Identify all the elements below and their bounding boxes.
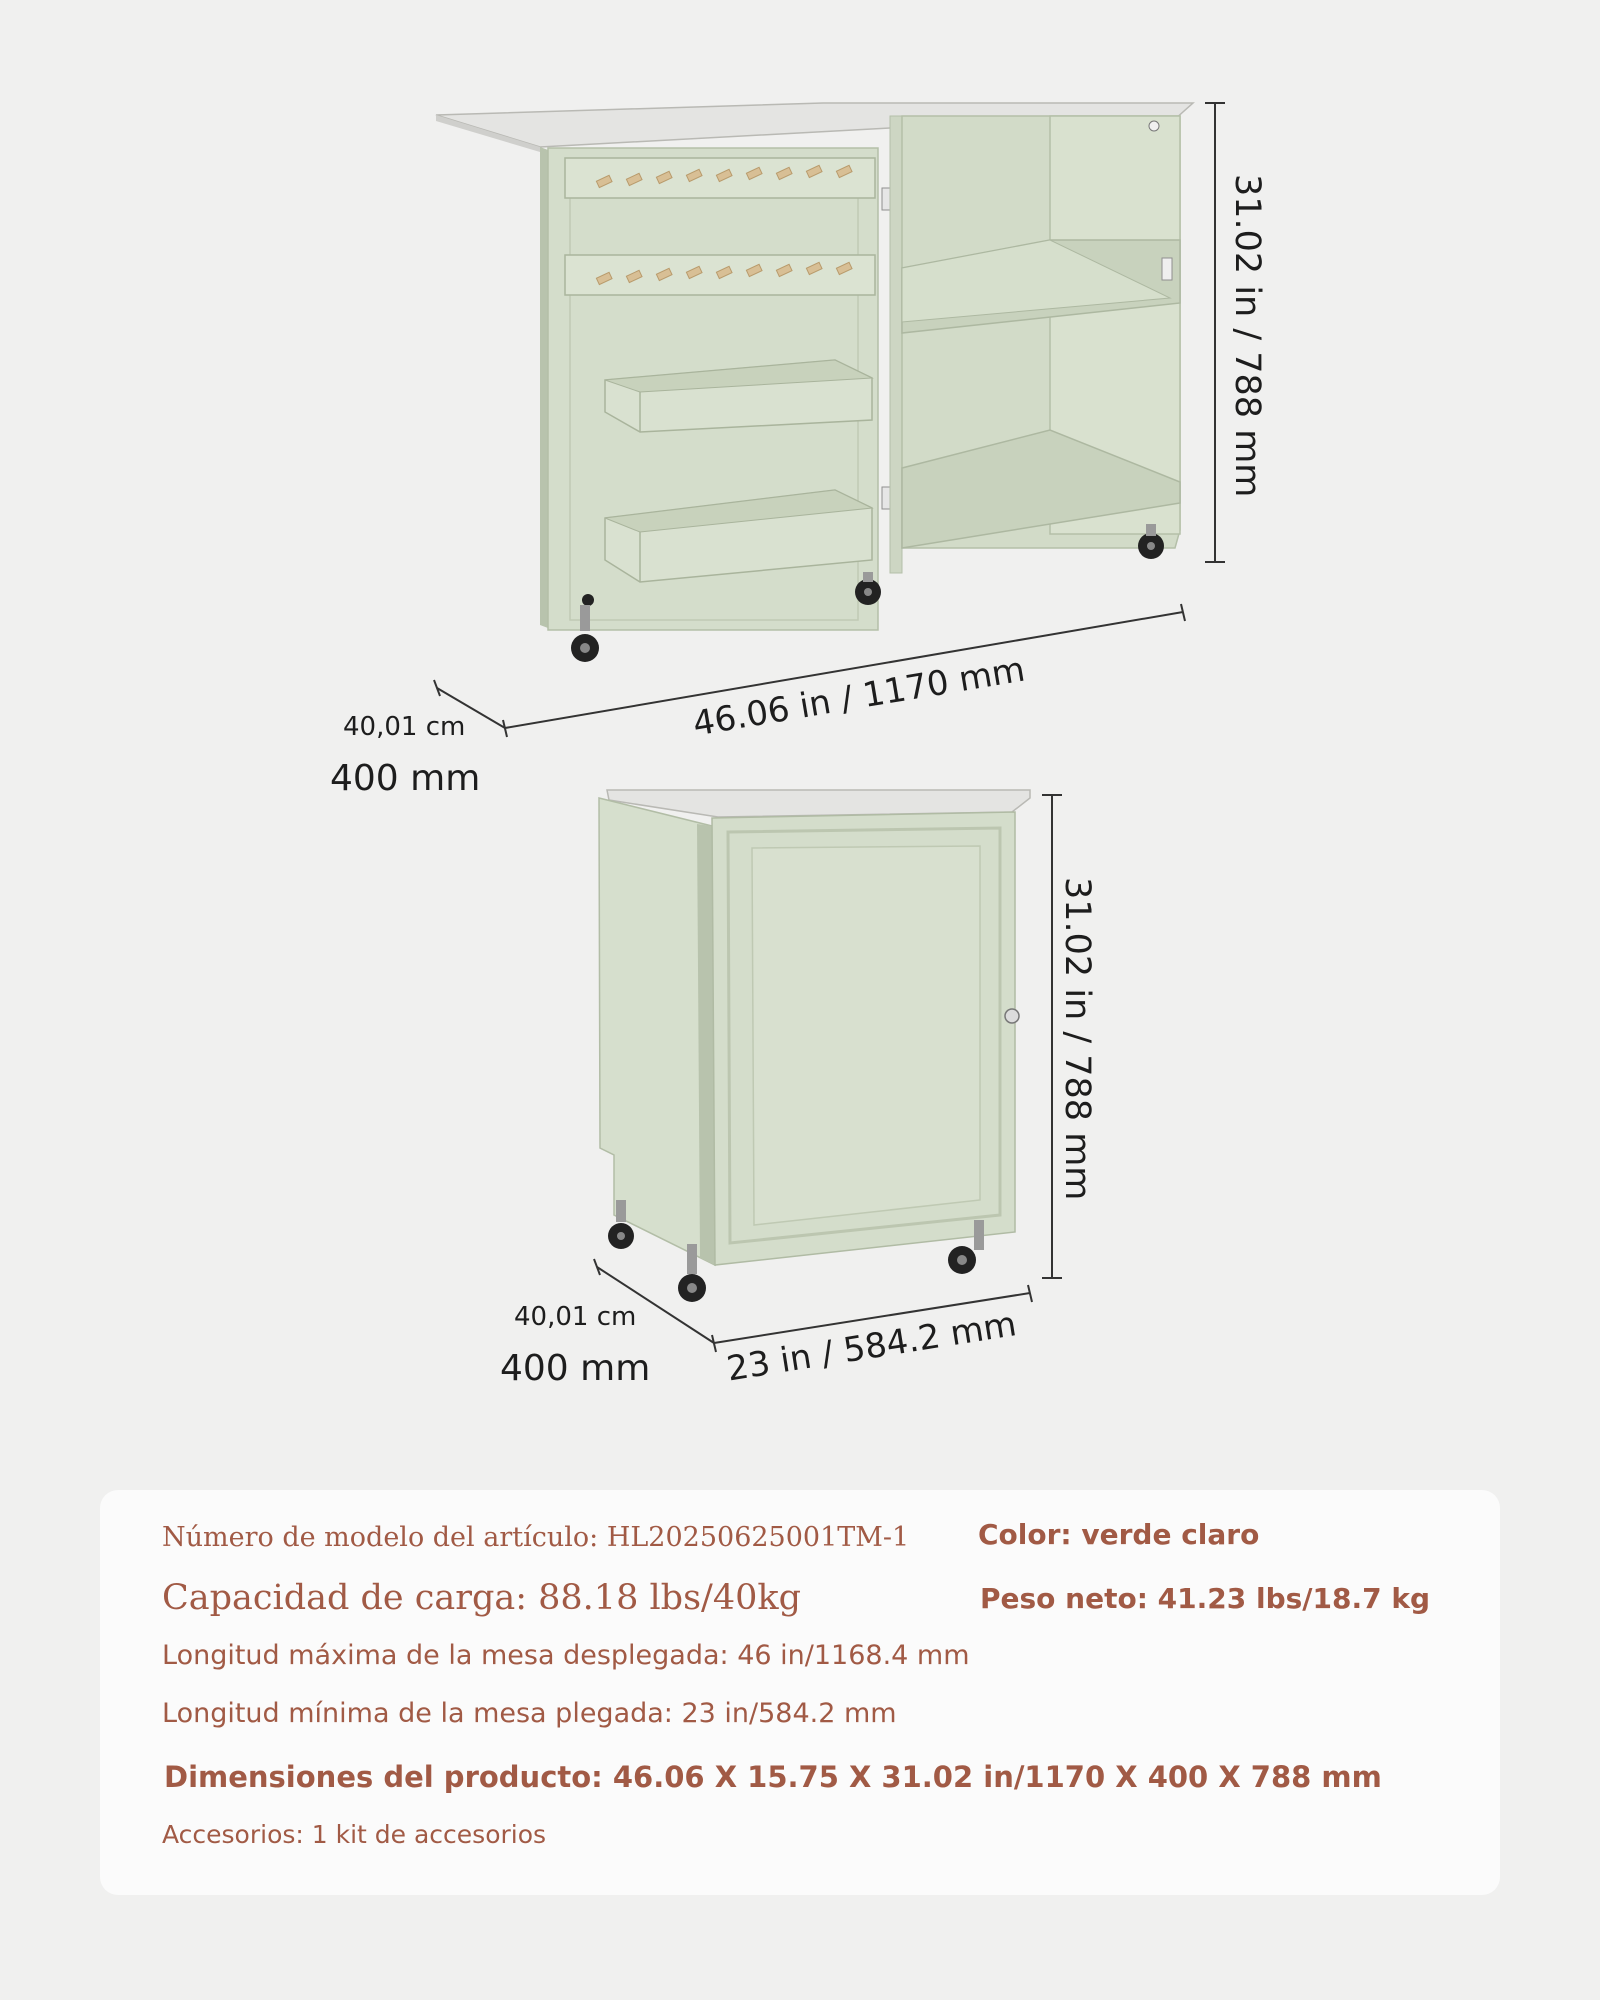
max-length: Longitud máxima de la mesa desplegada: 46 in/1168.4 mm xyxy=(162,1640,970,1671)
accessories: Accesorios: 1 kit de accesorios xyxy=(162,1820,547,1849)
specifications-panel xyxy=(100,1490,1500,1895)
folded-depth-mm-label: 400 mm xyxy=(500,1348,651,1389)
unfolded-height-label: 31.02 in / 788 mm xyxy=(1227,174,1267,498)
folded-cabinet xyxy=(599,790,1030,1302)
min-length: Longitud mínima de la mesa plegada: 23 in/584.2 mm xyxy=(162,1698,897,1729)
unfolded-length-label: 46.06 in / 1170 mm xyxy=(690,649,1028,745)
product-dimensions: Dimensiones del producto: 46.06 X 15.75 X 31.02 in/1170 X 400 X 788 mm xyxy=(164,1760,1382,1794)
net-weight: Peso neto: 41.23 lbs/18.7 kg xyxy=(980,1582,1430,1615)
unfolded-depth-cm-label: 40,01 cm xyxy=(343,712,466,742)
color-spec: Color: verde claro xyxy=(978,1518,1260,1551)
folded-height-label: 31.02 in / 788 mm xyxy=(1057,877,1097,1201)
unfolded-depth-mm-label: 400 mm xyxy=(330,758,481,799)
folded-depth-cm-label: 40,01 cm xyxy=(514,1302,637,1332)
unfolded-table xyxy=(436,103,1193,662)
load-capacity: Capacidad de carga: 88.18 lbs/40kg xyxy=(162,1578,801,1618)
model-number: Número de modelo del artículo: HL20250625001TM-1 xyxy=(162,1522,910,1553)
folded-width-label: 23 in / 584.2 mm xyxy=(724,1304,1020,1390)
